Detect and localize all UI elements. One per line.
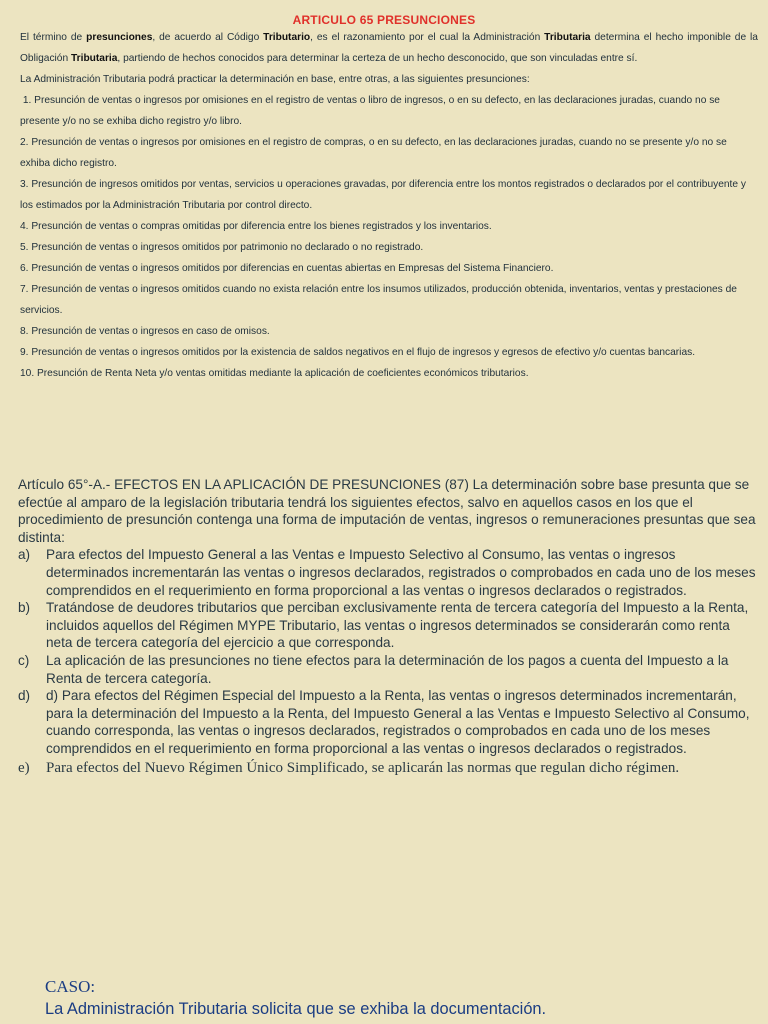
- presumption-item: 1. Presunción de ventas o ingresos por omisiones en el registro de ventas o libro de ingresos, o en su defecto, en las declaraciones juradas, cuando no se presente y/o no se exhiba dicho registro y/o libro.: [20, 95, 720, 127]
- item-text: Para efectos del Nuevo Régimen Único Simplificado, se aplicarán las normas que regulan dicho régimen.: [46, 759, 680, 776]
- effect-item-b: [18, 599, 758, 652]
- article-65a-section: [18, 476, 758, 779]
- item-label: b): [18, 600, 31, 616]
- item-text: d) Para efectos del Régimen Especial del Impuesto a la Renta, las ventas o ingresos determinados incrementarán, para la determinación del Impuesto a la Renta, del Impuesto General a las Ventas e Impuesto Selectivo al Consumo, cuando corresponda, las ventas o ingresos declarados, registrados o comprobados en cada uno de los meses comprendidos en el requerimiento en forma proporcional a las ventas o ingresos declarados o registrados.: [46, 688, 750, 756]
- presumption-item: 6. Presunción de ventas o ingresos omitidos por diferencias en cuentas abiertas en Empresas del Sistema Financiero.: [20, 263, 554, 274]
- presumption-item: 8. Presunción de ventas o ingresos en caso de omisos.: [20, 326, 270, 337]
- intro-text-3: , es el razonamiento por el cual la Administración: [310, 32, 541, 43]
- item-text: Tratándose de deudores tributarios que perciban exclusivamente renta de tercera categoría del Impuesto a la Renta, incluidos aquellos del Régimen MYPE Tributario, las ventas o ingresos determinados se considerarán como renta neta de tercera categoría del ejercicio a que corresponda.: [46, 600, 749, 651]
- item-label: d): [18, 688, 31, 704]
- item-label: c): [18, 652, 30, 668]
- intro-text-4: determina el hecho imponible de la Obligación: [20, 32, 758, 64]
- presumption-item: 10. Presunción de Renta Neta y/o ventas omitidas mediante la aplicación de coeficientes económicos tributarios.: [20, 368, 529, 379]
- bold-tributaria-2: Tributaria: [70, 53, 118, 64]
- bold-tributario: Tributario: [263, 32, 311, 43]
- effect-item-e: [18, 758, 758, 779]
- intro-text-5: , partiendo de hechos conocidos para determinar la certeza de un hecho desconocido, que son vinculadas entre sí.: [117, 53, 638, 64]
- presumption-item: 5. Presunción de ventas o ingresos omitidos por patrimonio no declarado o no registrado.: [20, 242, 424, 253]
- case-block: [45, 976, 546, 1020]
- lead-paragraph: La Administración Tributaria podrá practicar la determinación en base, entre otras, a las siguientes presunciones:: [20, 74, 530, 85]
- presumption-item: 9. Presunción de ventas o ingresos omitidos por la existencia de saldos negativos en el flujo de ingresos y egresos de efectivo y/o cuentas bancarias.: [20, 347, 696, 358]
- bold-presunciones: presunciones: [86, 32, 153, 43]
- presumption-item: 2. Presunción de ventas o ingresos por omisiones en el registro de compras, o en su defecto, en las declaraciones juradas, cuando no se presente y/o no se exhiba dicho registro.: [20, 137, 727, 169]
- intro-text-1: El término de: [20, 32, 83, 43]
- presumption-item: 7. Presunción de ventas o ingresos omitidos cuando no exista relación entre los insumos utilizados, producción obtenida, inventarios, ventas y prestaciones de servicios.: [20, 284, 737, 316]
- article-title: ARTICULO 65 PRESUNCIONES: [292, 13, 476, 27]
- article-65a-heading: Artículo 65°-A.- EFECTOS EN LA APLICACIÓN DE PRESUNCIONES (87) La determinación sobre base presunta que se efectúe al amparo de la legislación tributaria tendrá los siguientes efectos, salvo en aquellos casos en los que el procedimiento de presunción contenga una forma de imputación de ventas, ingresos o remuneraciones presuntas que sea distinta:: [18, 477, 756, 545]
- presumption-item: 4. Presunción de ventas o compras omitidas por diferencia entre los bienes registrados y los inventarios.: [20, 221, 492, 232]
- item-label: a): [18, 547, 31, 563]
- effect-item-c: [18, 652, 758, 687]
- intro-text-2: , de acuerdo al Código: [152, 32, 260, 43]
- case-label: CASO:: [45, 977, 96, 996]
- effect-item-a: [18, 546, 758, 599]
- case-text: La Administración Tributaria solicita que se exhiba la documentación.: [45, 1000, 547, 1018]
- item-text: Para efectos del Impuesto General a las Ventas e Impuesto Selectivo al Consumo, las ventas o ingresos determinados incrementarán las ventas o ingresos declarados, registrados o comprobados en cada uno de los meses comprendidos en el requerimiento en forma proporcional a las ventas o ingresos declarados o registrados.: [46, 547, 756, 598]
- article-65-section: [0, 27, 768, 384]
- bold-tributaria-1: Tributaria: [544, 32, 591, 43]
- effect-item-d: [18, 687, 758, 757]
- item-text: La aplicación de las presunciones no tiene efectos para la determinación de los pagos a cuenta del Impuesto a la Renta de tercera categoría.: [46, 652, 729, 686]
- item-label: e): [18, 759, 30, 776]
- intro-paragraph: [20, 27, 758, 69]
- presumption-item: 3. Presunción de ingresos omitidos por ventas, servicios u operaciones gravadas, por diferencia entre los montos registrados o declarados por el contribuyente y los estimados por la Administración Tributaria por control directo.: [20, 179, 746, 211]
